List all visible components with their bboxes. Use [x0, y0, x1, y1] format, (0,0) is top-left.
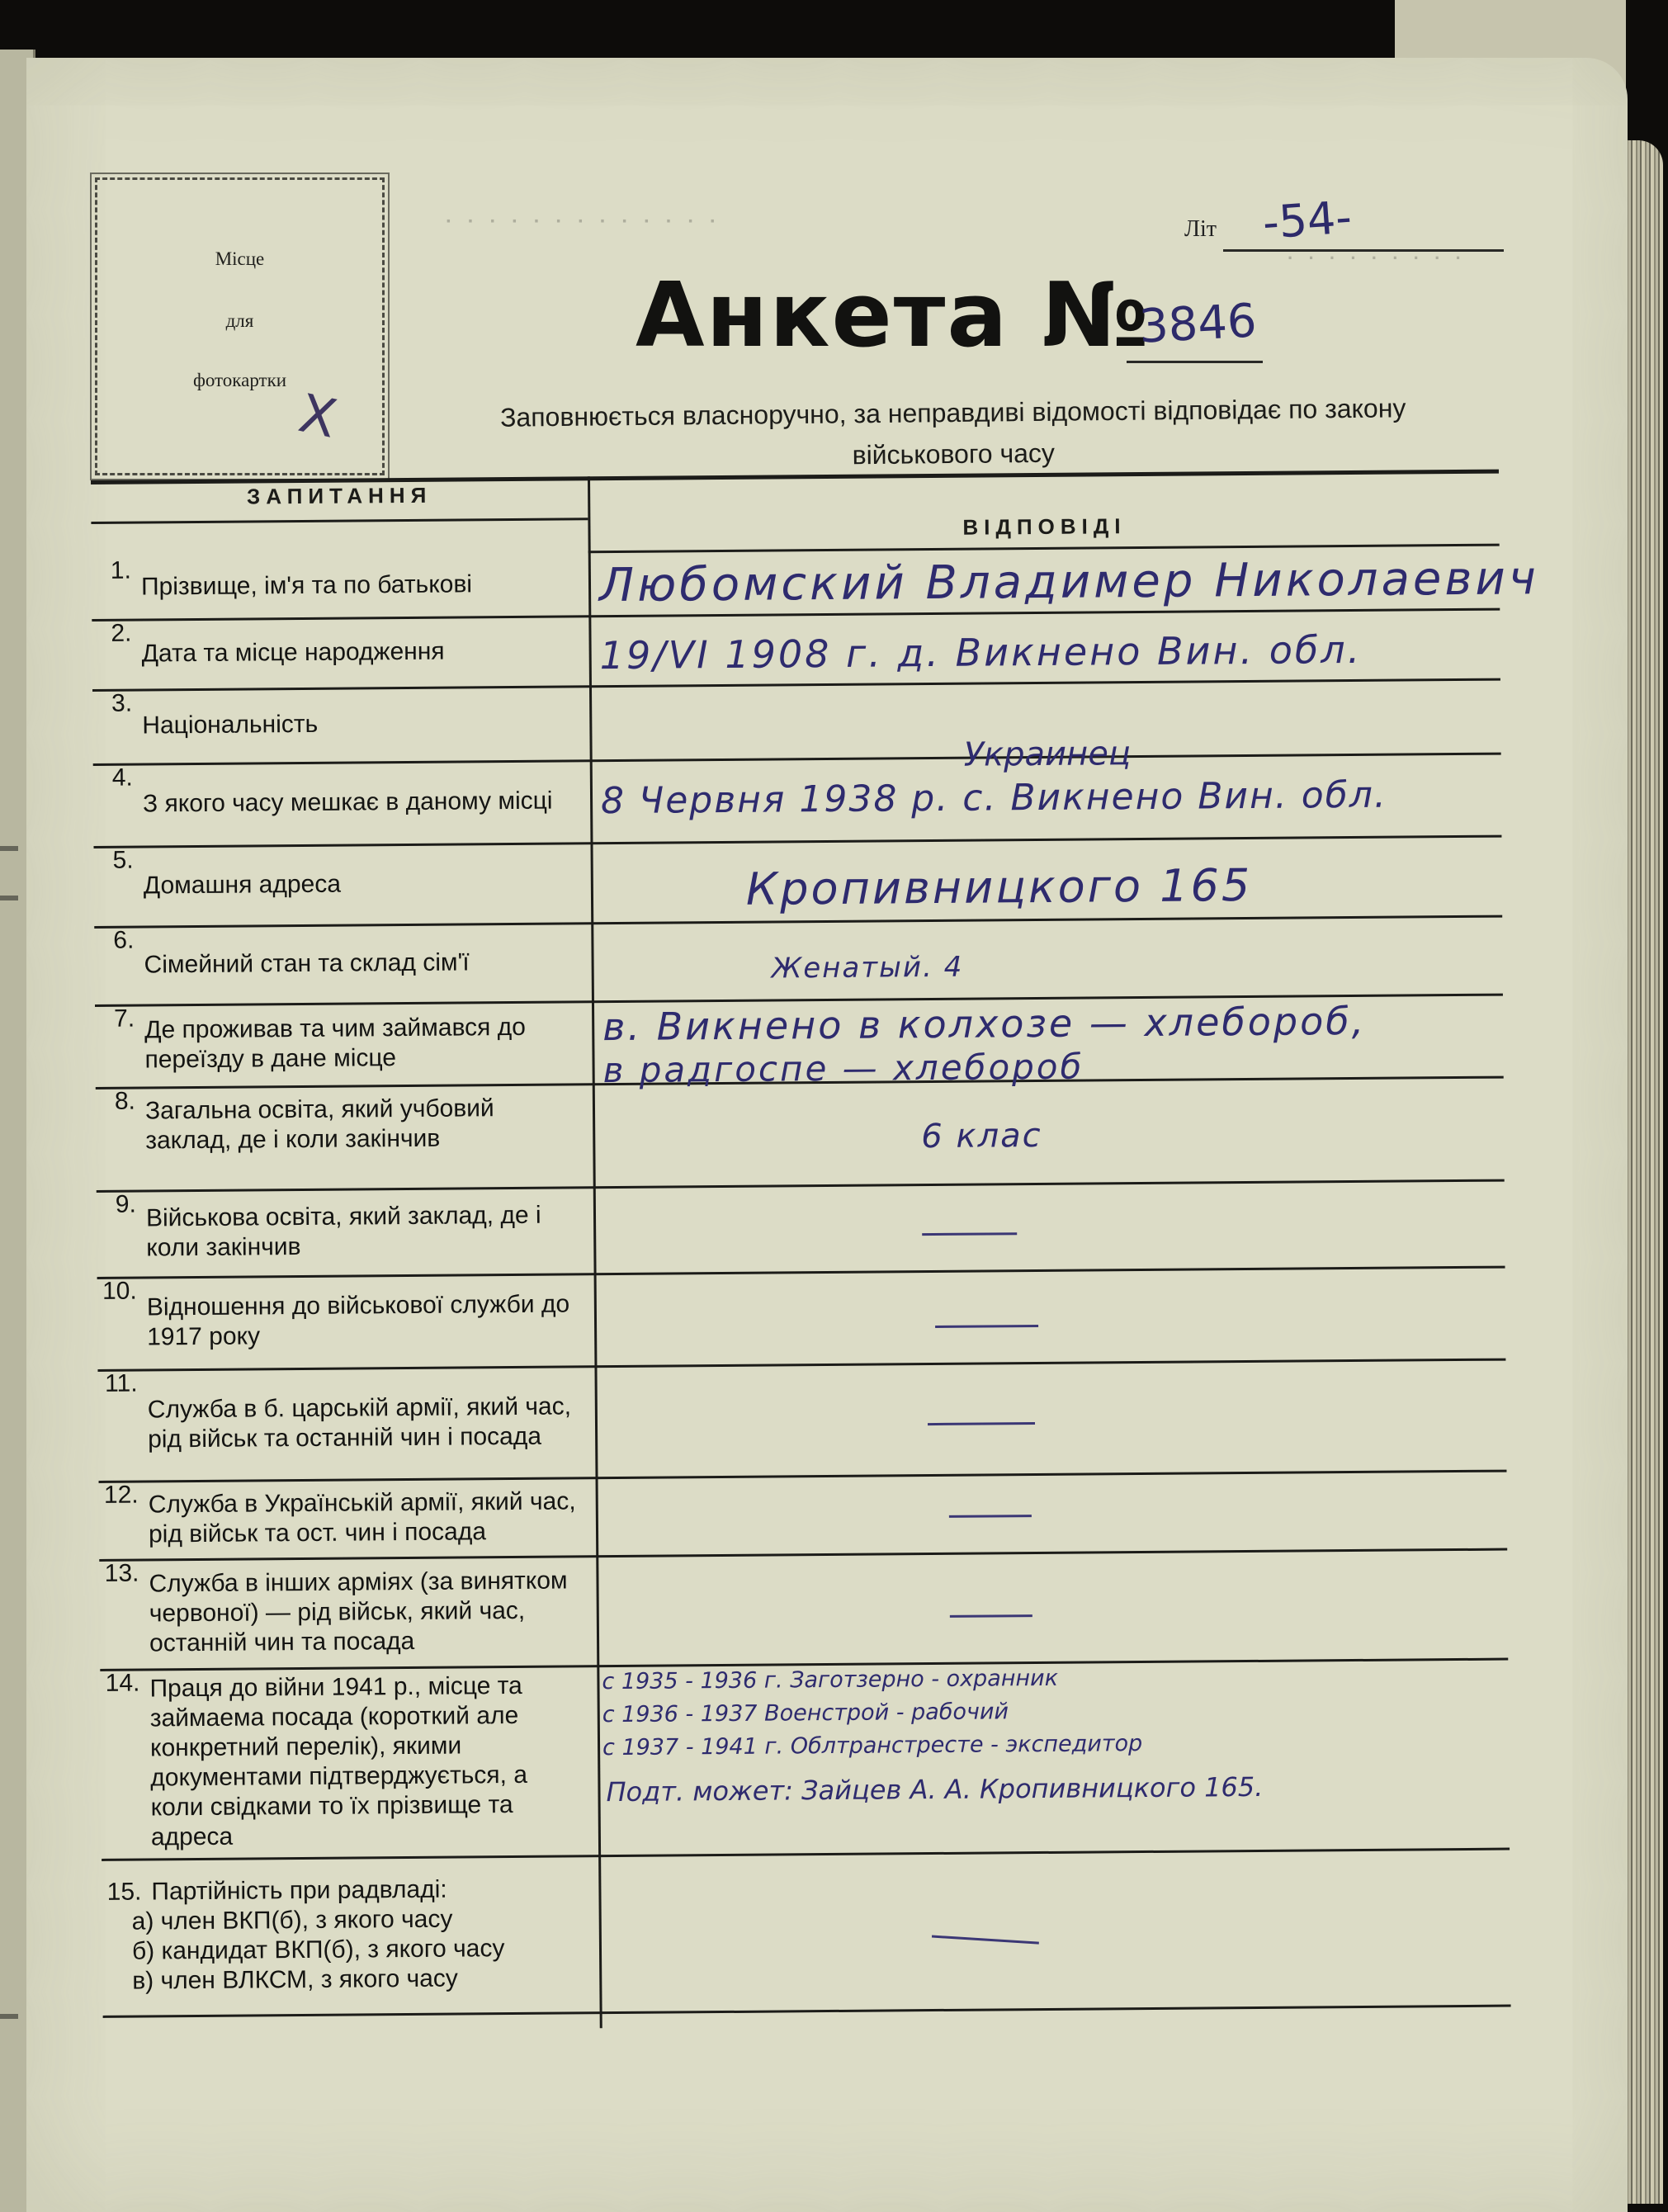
questionnaire-table: [91, 470, 1540, 2032]
question-number: 5.: [112, 846, 134, 874]
table-row: [99, 1548, 1508, 1671]
answer-full-name: Любомский Владимер Николаевич: [598, 551, 1540, 613]
party-option: а) член ВКП(б), з якого часу: [131, 1905, 453, 1936]
answer-nationality: Украинец: [963, 735, 1132, 774]
answer-birth: 19/VI 1908 г. д. Викнено Вин. обл.: [599, 626, 1363, 678]
question-text: Військова освіта, який заклад, де і коли закінчив: [145, 1201, 541, 1261]
subtitle-line2: військового часу: [852, 437, 1056, 470]
question-text: Служба в інших арміях (за винятком червоної) — рід військ, який час, останній чин та посада: [149, 1567, 568, 1657]
answer-home-address: Кропивницкого 165: [745, 858, 1253, 915]
photo-placeholder: [95, 177, 385, 475]
table-row: [97, 1179, 1505, 1279]
question-text: Партійність при радвладі:: [151, 1875, 447, 1906]
lit-value: -54-: [1260, 191, 1354, 249]
question-number: 3.: [111, 689, 133, 717]
question-text: Дата та місце народження: [141, 637, 445, 668]
table-row: [92, 678, 1501, 766]
photo-label-line1: Місце: [215, 248, 265, 269]
question-number: 13.: [104, 1559, 139, 1587]
question-text: Загальна освіта, який учбовий заклад, де і коли закінчив: [144, 1094, 494, 1155]
show-through: · · · · · · · · · · · · ·: [446, 210, 721, 233]
answers-header: ВІДПОВІДІ: [962, 513, 1127, 540]
binder-hole: [0, 896, 18, 900]
question-number: 15.: [106, 1878, 142, 1906]
answer-family-status: Женатый. 4: [771, 950, 964, 985]
question-text: Домашня адреса: [143, 870, 342, 900]
table-row: [102, 1848, 1510, 2018]
lit-line: [1223, 249, 1504, 252]
lit-label: Літ: [1184, 216, 1217, 242]
form-title: Анкета №: [636, 264, 1151, 367]
question-text: Служба в Українській армії, який час, рід військ та ост. чин і посада: [148, 1486, 576, 1548]
answer-work-line1: с 1935 - 1936 г. Заготзерно - охранник: [602, 1665, 1059, 1695]
answer-work-line4: Подт. может: Зайцев А. А. Кропивницкого 165.: [606, 1770, 1264, 1808]
question-text: Прізвище, ім'я та по батькові: [140, 570, 473, 601]
question-number: 14.: [105, 1669, 140, 1697]
questions-header: ЗАПИТАННЯ: [246, 482, 432, 509]
question-number: 6.: [113, 926, 135, 954]
answer-previous-residence-line1: в. Викнено в колхозе — хлебороб,: [602, 998, 1367, 1050]
question-text: Відношення до військової служби до 1917 року: [146, 1290, 570, 1351]
question-text: Сімейний стан та склад сім'ї: [144, 948, 470, 979]
question-number: 1.: [110, 556, 131, 584]
answer-previous-residence-line2: в радгоспе — хлебороб: [602, 1046, 1084, 1091]
question-number: 11.: [104, 1369, 138, 1397]
table-row: [97, 1266, 1506, 1372]
question-number: 4.: [111, 763, 133, 792]
show-through: · · · · · · · · ·: [1288, 248, 1467, 268]
question-number: 8.: [114, 1087, 136, 1115]
question-number: 12.: [103, 1481, 139, 1509]
answer-work-line3: с 1937 - 1941 г. Облтранстресте - экспедитор: [602, 1731, 1143, 1761]
table-row: [99, 1470, 1508, 1562]
answer-education: 6 клас: [921, 1116, 1042, 1156]
question-number: 10.: [102, 1277, 137, 1305]
party-option: в) член ВЛКСМ, з якого часу: [132, 1964, 458, 1995]
question-number: 9.: [115, 1190, 137, 1218]
question-text: Праця до війни 1941 р., місце та займаема посада (короткий але конкретний перелік), якими документами підтверджується, а коли свідками то їх прізвище та адреса: [149, 1671, 528, 1851]
table-row: [96, 1076, 1505, 1193]
question-number: 2.: [111, 619, 132, 647]
form-number-line: [1127, 361, 1263, 363]
photo-label-line3: фотокартки: [192, 370, 287, 390]
question-number: 7.: [113, 1004, 135, 1033]
binder-hole: [0, 846, 18, 851]
party-option: б) кандидат ВКП(б), з якого часу: [131, 1935, 505, 1965]
photo-label-line2: для: [225, 310, 254, 331]
answer-work-line2: с 1936 - 1937 Военстрой - рабочий: [602, 1699, 1009, 1728]
form-number: 3846: [1137, 294, 1259, 354]
questions-header-rule: [91, 518, 588, 524]
question-text: Національність: [142, 710, 319, 740]
photo-mark: X: [293, 383, 343, 451]
form-subtitle: [417, 386, 1491, 480]
question-text: Служба в б. царській армії, який час, рід військ та останній чин і посада: [147, 1392, 572, 1453]
subtitle-line1: Заповнюється власноручно, за неправдиві відомості відповідає по закону: [499, 393, 1406, 432]
table-row: [97, 1359, 1506, 1483]
answer-residence-since: 8 Червня 1938 р. с. Викнено Вин. обл.: [600, 773, 1388, 823]
binder-hole: [0, 2014, 18, 2019]
question-text: З якого часу мешкає в даному місці: [142, 787, 553, 818]
question-text: Де проживав та чим займався до переїзду в дане місце: [144, 1013, 527, 1074]
